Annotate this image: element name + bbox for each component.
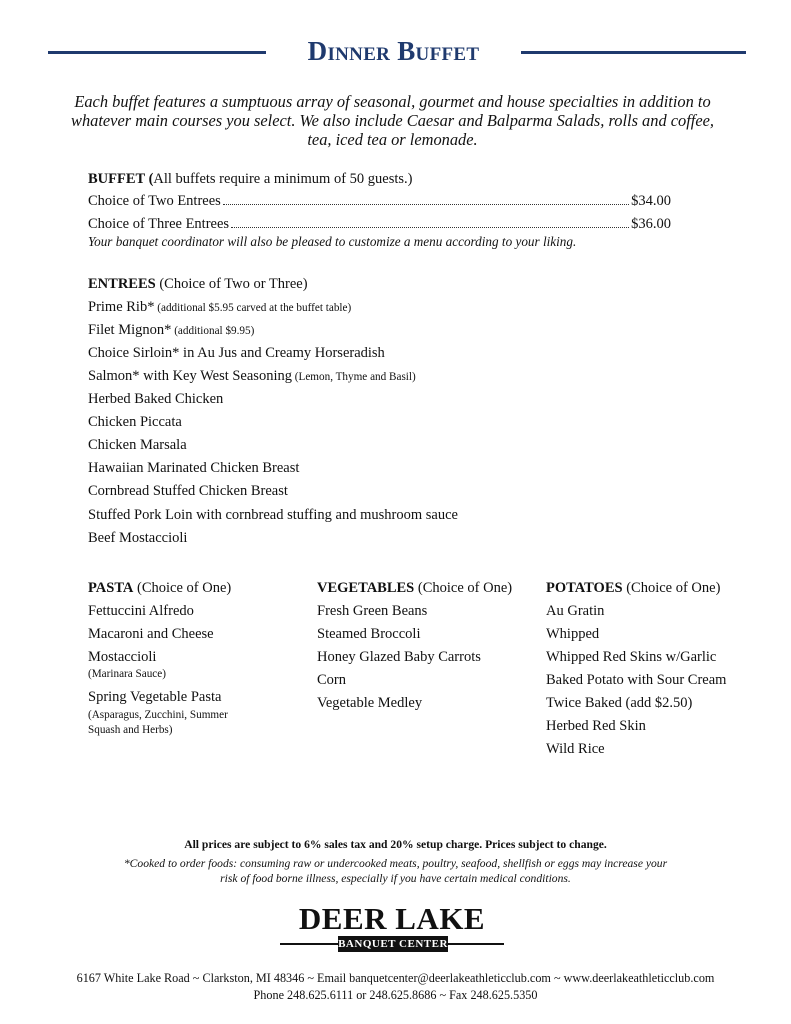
logo-tagline: BANQUET CENTER	[338, 938, 448, 950]
entree-item	[88, 507, 458, 524]
logo-name: DEER LAKE	[298, 901, 486, 936]
buffet-heading-note: All buffets require a minimum of 50 guests.)	[153, 171, 413, 187]
pasta-heading	[88, 580, 231, 597]
vegetable-item: Fresh Green Beans	[317, 603, 428, 619]
vegetable-item: Honey Glazed Baby Carrots	[317, 649, 481, 665]
entree-item	[88, 391, 223, 408]
vegetables-heading-label: VEGETABLES	[317, 580, 415, 596]
potato-item: Whipped	[546, 626, 600, 642]
entrees-heading	[88, 276, 308, 293]
deer-lake-logo	[276, 901, 508, 957]
potato-item: Herbed Red Skin	[546, 718, 646, 734]
vegetable-item: Steamed Broccoli	[317, 626, 421, 642]
entree-name: Cornbread Stuffed Chicken Breast	[88, 483, 288, 499]
page-title: Dinner Buffet	[307, 36, 480, 66]
entree-item	[88, 322, 254, 339]
pasta-item: Macaroni and Cheese	[88, 626, 214, 642]
buffet-option-two	[88, 193, 671, 213]
buffet-option-three	[88, 216, 671, 236]
entree-item	[88, 483, 288, 500]
food-warning-line1: *Cooked to order foods: consuming raw or undercooked meats, poultry, seafood, shellfish or eggs may increase your	[123, 857, 668, 870]
vegetable-item: Vegetable Medley	[317, 695, 423, 711]
entree-name: Prime Rib*	[88, 299, 155, 315]
title-rule-right	[521, 51, 746, 54]
potatoes-heading	[546, 580, 720, 597]
entree-note: (Lemon, Thyme and Basil)	[291, 371, 416, 383]
title-row	[0, 36, 791, 70]
entree-item	[88, 345, 385, 362]
potatoes-heading-note: (Choice of One)	[622, 580, 721, 596]
dot-leader	[231, 227, 629, 228]
entree-name: Chicken Piccata	[88, 414, 182, 430]
pasta-item-note: (Asparagus, Zucchini, Summer	[88, 709, 228, 721]
pasta-heading-label: PASTA	[88, 580, 134, 596]
entree-item	[88, 460, 299, 477]
vegetables-heading	[317, 580, 512, 597]
logo-bar-right	[448, 943, 504, 945]
entree-name: Chicken Marsala	[88, 437, 187, 453]
title-rule-left	[48, 51, 266, 54]
potato-item: Baked Potato with Sour Cream	[546, 672, 727, 688]
pasta-item: Fettuccini Alfredo	[88, 603, 194, 619]
potato-item: Au Gratin	[546, 603, 605, 619]
buffet-note: Your banquet coordinator will also be pleased to customize a menu according to your liking.	[88, 234, 577, 249]
buffet-heading-label: BUFFET (	[88, 171, 154, 187]
contact-phone: Phone 248.625.6111 or 248.625.8686 ~ Fax 248.625.5350	[253, 988, 538, 1002]
entrees-heading-note: (Choice of Two or Three)	[155, 276, 308, 292]
entrees-heading-label: ENTREES	[88, 276, 156, 292]
entree-note: (additional $5.95 carved at the buffet table)	[154, 302, 352, 314]
pasta-heading-note: (Choice of One)	[133, 580, 232, 596]
potato-item: Wild Rice	[546, 741, 605, 757]
entree-name: Choice Sirloin* in Au Jus and Creamy Horseradish	[88, 345, 385, 361]
entree-name: Stuffed Pork Loin with cornbread stuffing and mushroom sauce	[88, 507, 458, 523]
pasta-item-note: (Marinara Sauce)	[88, 668, 166, 680]
vegetables-heading-note: (Choice of One)	[414, 580, 513, 596]
pasta-item-note: Squash and Herbs)	[88, 724, 173, 736]
entree-name: Beef Mostaccioli	[88, 530, 188, 546]
food-warning-line2: risk of food borne illness, especially if you have certain medical conditions.	[220, 872, 571, 885]
prices-note: All prices are subject to 6% sales tax and 20% setup charge. Prices subject to change.	[184, 838, 607, 851]
dot-leader	[223, 204, 629, 205]
pasta-item: Spring Vegetable Pasta	[88, 689, 222, 705]
entree-item	[88, 368, 416, 385]
entree-item	[88, 414, 182, 431]
intro-text: Each buffet features a sumptuous array of seasonal, gourmet and house specialties in addition to whatever main courses you select. We also include Caesar and Balparma Salads, rolls and coffee, tea, iced tea or lemonade.	[71, 92, 714, 149]
contact-address: 6167 White Lake Road ~ Clarkston, MI 48346 ~ Email banquetcenter@deerlakeathleticclub.com ~ www.deerlakeathleticclub.com	[76, 971, 715, 985]
potato-item: Twice Baked (add $2.50)	[546, 695, 693, 711]
entree-name: Salmon* with Key West Seasoning	[88, 368, 292, 384]
buffet-option-label: Choice of Two Entrees	[88, 193, 221, 209]
pasta-item: Mostaccioli	[88, 649, 157, 665]
buffet-heading	[88, 171, 412, 188]
buffet-option-price: $34.00	[631, 193, 671, 209]
entree-name: Herbed Baked Chicken	[88, 391, 224, 407]
potatoes-heading-label: POTATOES	[546, 580, 623, 596]
entree-name: Filet Mignon*	[88, 322, 172, 338]
buffet-option-label: Choice of Three Entrees	[88, 216, 230, 232]
logo-bar-left	[280, 943, 338, 945]
buffet-option-price: $36.00	[631, 216, 671, 232]
potato-item: Whipped Red Skins w/Garlic	[546, 649, 717, 665]
vegetable-item: Corn	[317, 672, 346, 688]
entree-item	[88, 437, 187, 454]
entree-item	[88, 299, 351, 316]
entree-item	[88, 530, 187, 547]
entree-note: (additional $9.95)	[171, 325, 255, 337]
entree-name: Hawaiian Marinated Chicken Breast	[88, 460, 300, 476]
